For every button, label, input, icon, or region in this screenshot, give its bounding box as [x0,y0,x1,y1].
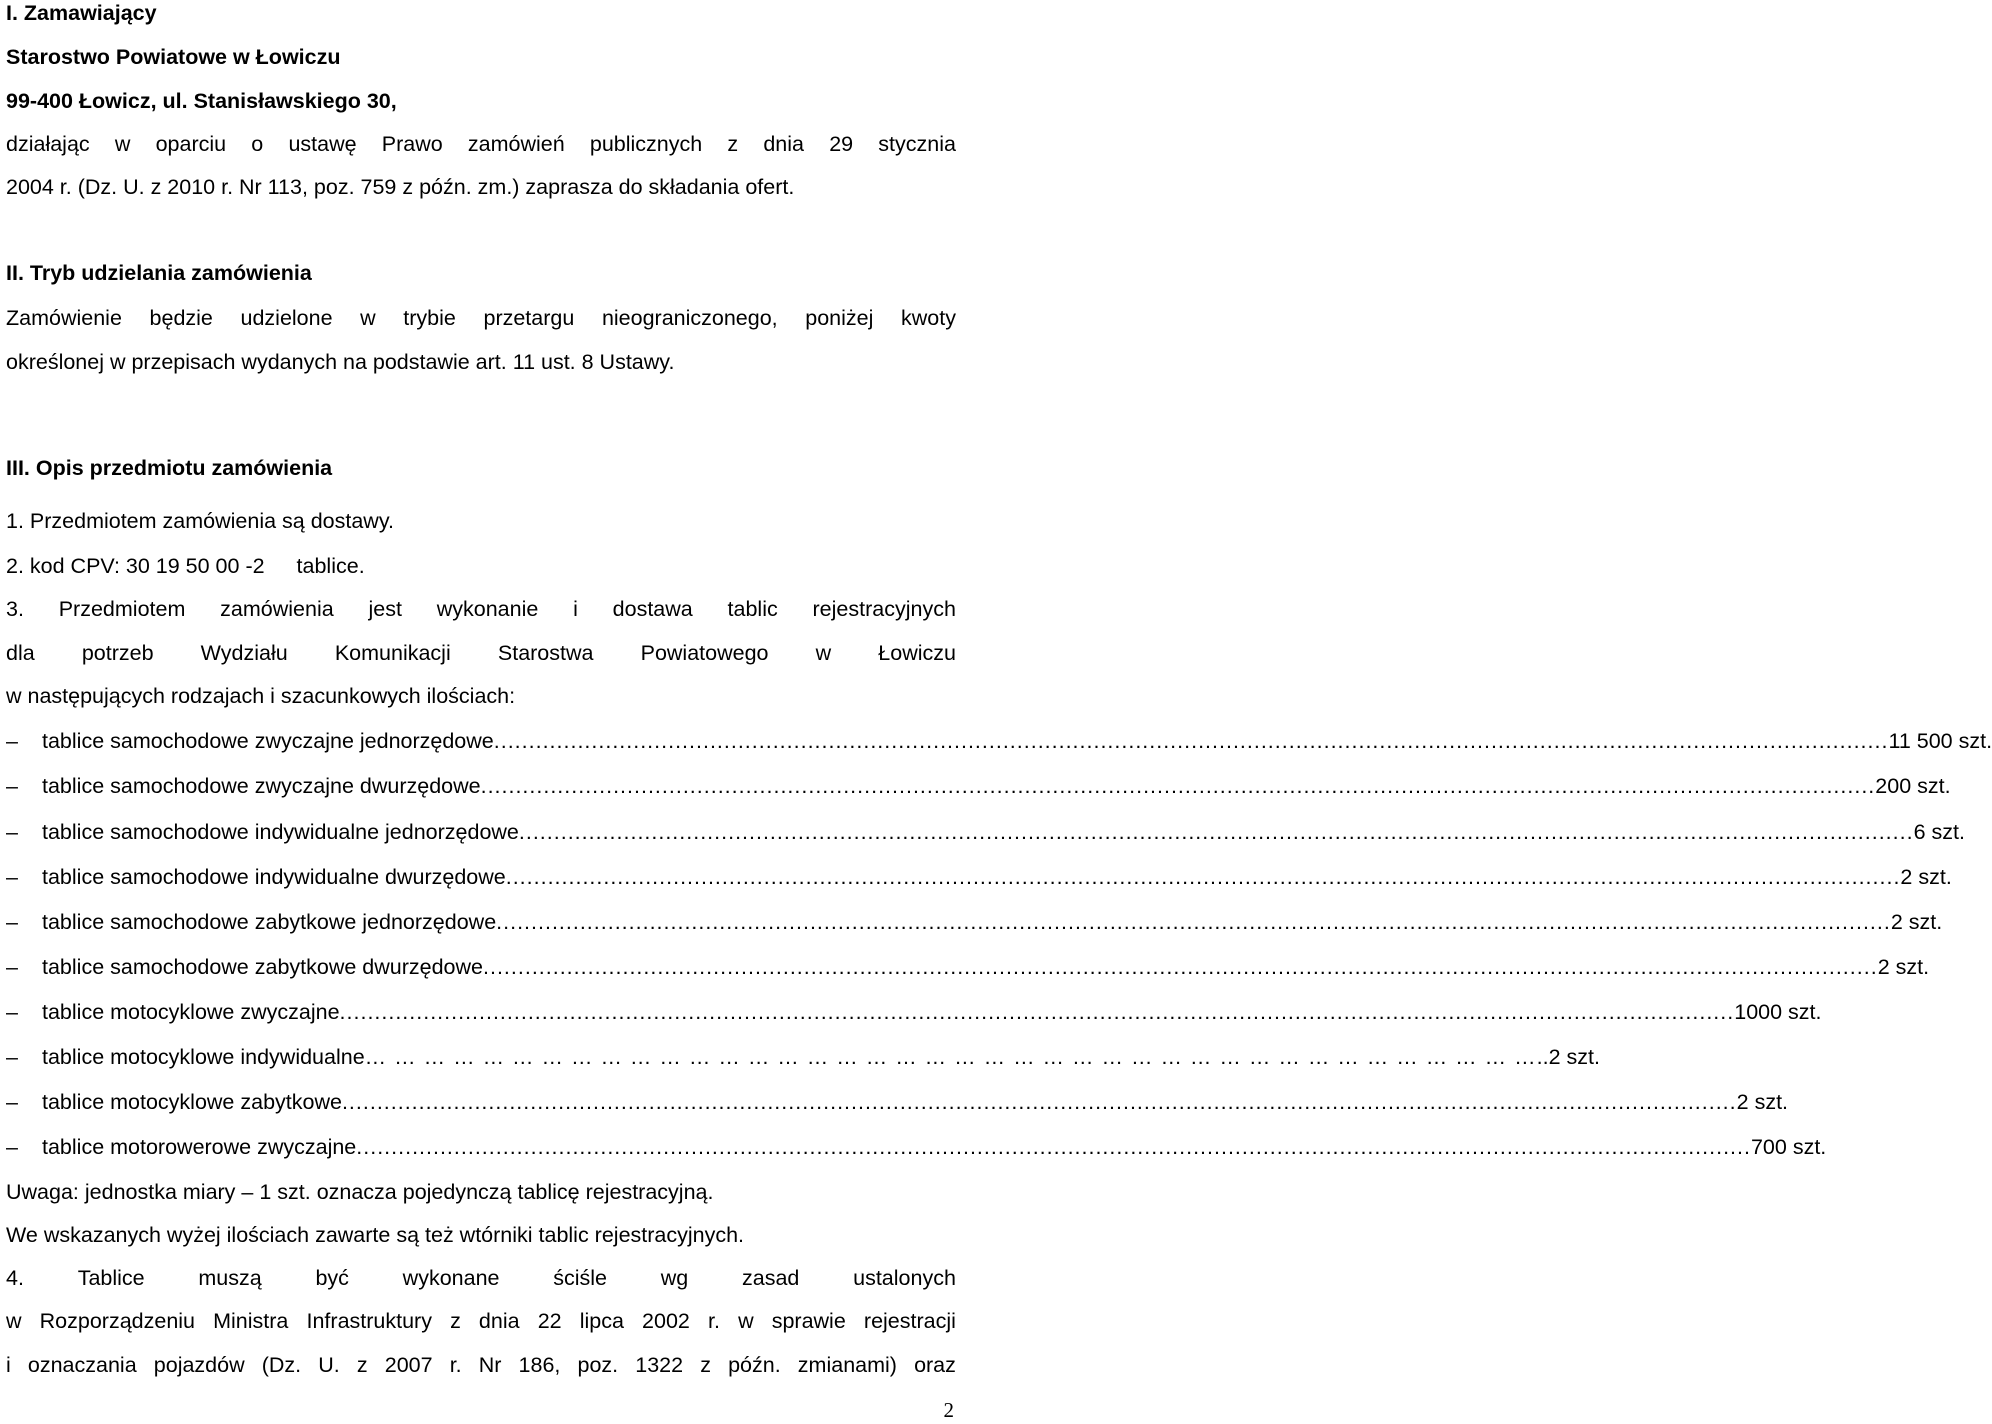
dot-leader: ........................................................................................................................................................................................................ [480,774,1876,798]
list-item-label: tablice samochodowe indywidualne jednorzędowe [42,820,519,844]
dot-leader: ........................................................................................................................................................................................................ [493,729,1889,753]
orderer-address: 99-400 Łowicz, ul. Stanisławskiego 30, [6,89,397,113]
section-1-para-line [6,134,956,156]
word: w [360,306,376,330]
word: późn. [728,1353,781,1377]
word: (Dz. [261,1353,302,1377]
word: Infrastruktury [306,1309,432,1333]
list-item-quantity: 2 szt. [1736,1090,1789,1114]
list-item-quantity: 11 500 szt. [1888,729,1992,753]
word: w [114,132,131,156]
list-item-quantity: ..2 szt. [1536,1045,1600,1069]
word: 2007 [384,1353,433,1377]
word: Ministra [213,1309,289,1333]
word: Prawo [381,132,443,156]
word: w [6,1309,22,1333]
dash-bullet-icon: – [6,1090,18,1114]
list-item-quantity: 2 szt. [1890,910,1943,934]
dot-leader: ........................................................................................................................................................................................................ [505,865,1901,889]
section-2-para-last: określonej w przepisach wydanych na podstawie art. 11 ust. 8 Ustawy. [6,350,675,374]
list-item-label: tablice motocyklowe zabytkowe [42,1090,342,1114]
word: z [727,132,739,156]
word: dnia [478,1309,520,1333]
word: 2002 [642,1309,690,1333]
word: i [573,597,578,621]
word: Nr [478,1353,502,1377]
word: dostawa [612,597,693,621]
dash-bullet-icon: – [6,1135,18,1159]
list-item [6,1090,1789,1114]
word: sprawie [771,1309,846,1333]
word: stycznia [878,132,956,156]
word: 1322 [635,1353,684,1377]
word: wykonane [402,1266,500,1290]
dash-bullet-icon: – [6,1045,18,1069]
word: kwoty [901,306,956,330]
item-3-line-3: w następujących rodzajach i szacunkowych ilościach: [6,684,516,708]
list-item [6,729,1992,753]
list-item-label: tablice motocyklowe zwyczajne [42,1000,340,1024]
list-item [6,1045,1600,1069]
list-item-label: tablice motorowerowe zwyczajne [42,1135,357,1159]
section-3-heading: III. Opis przedmiotu zamówienia [6,456,333,480]
list-item-label: tablice motocyklowe indywidualne [42,1045,365,1069]
list-item [6,865,1952,889]
word: być [315,1266,349,1290]
word: będzie [149,306,213,330]
word: U. [318,1353,340,1377]
list-item [6,820,1965,844]
word: Rozporządzeniu [39,1309,196,1333]
word: rejestracyjnych [812,597,956,621]
word: ustalonych [853,1266,956,1290]
word: dla [6,641,35,665]
item-3-line-1 [6,599,956,621]
word: o [251,132,264,156]
word: wg [660,1266,689,1290]
list-item-quantity: 700 szt. [1750,1135,1827,1159]
word: Zamówienie [6,306,122,330]
note-duplicates: We wskazanych wyżej ilościach zawarte są też wtórniki tablic rejestracyjnych. [6,1223,745,1247]
list-item-quantity: 2 szt. [1877,955,1930,979]
word: Wydziału [200,641,288,665]
word: w [738,1309,754,1333]
word: z [700,1353,711,1377]
word: nieograniczonego, [601,306,778,330]
word: oparciu [155,132,227,156]
word: z [450,1309,461,1333]
list-item [6,910,1943,934]
word: muszą [198,1266,262,1290]
word: działając [6,132,90,156]
word: Przedmiotem [58,597,186,621]
section-1-heading: I. Zamawiający [6,1,157,25]
word: Łowiczu [878,641,956,665]
dash-bullet-icon: – [6,774,18,798]
list-item [6,774,1951,798]
dot-leader: ........................................................................................................................................................................................................ [341,1090,1737,1114]
word: ściśle [553,1266,608,1290]
dot-leader: ........................................................................................................................................................................................................ [518,820,1914,844]
item-3-line-2 [6,643,956,665]
word: poz. [577,1353,619,1377]
section-1-para-last: 2004 r. (Dz. U. z 2010 r. Nr 113, poz. 759 z późn. zm.) zaprasza do składania ofert. [6,175,795,199]
word: przetargu [483,306,575,330]
page-number: 2 [943,1398,954,1422]
list-item-quantity: 6 szt. [1913,820,1965,844]
dot-leader: … … … … … … … … … … … … … … … … … … … … … … … … … … … … … … … … … … … … … … … … [364,1045,1537,1069]
word: zasad [742,1266,800,1290]
note-unit: Uwaga: jednostka miary – 1 szt. oznacza pojedynczą tablicę rejestracyjną. [6,1180,714,1204]
item-1: 1. Przedmiotem zamówienia są dostawy. [6,509,394,533]
section-2-heading: II. Tryb udzielania zamówienia [6,261,312,285]
dash-bullet-icon: – [6,910,18,934]
word: 3. [6,597,24,621]
dash-bullet-icon: – [6,865,18,889]
word: Powiatowego [640,641,769,665]
list-item [6,1135,1827,1159]
word: Starostwa [497,641,594,665]
word: r. [708,1309,720,1333]
word: z [356,1353,368,1377]
word: zamówienia [220,597,334,621]
list-item-quantity: 2 szt. [1900,865,1952,889]
word: trybie [403,306,456,330]
word: zmianami) [797,1353,897,1377]
word: 4. [6,1266,24,1290]
dot-leader: ........................................................................................................................................................................................................ [496,910,1891,934]
list-item-label: tablice samochodowe indywidualne dwurzędowe [42,865,506,889]
word: i [6,1353,11,1377]
list-item-quantity: 1000 szt. [1734,1000,1822,1024]
word: jest [368,597,402,621]
dot-leader: ........................................................................................................................................................................................................ [356,1135,1751,1159]
word: pojazdów [153,1353,245,1377]
word: tablic [727,597,778,621]
word: udzielone [240,306,333,330]
item-4-line-3 [6,1355,956,1377]
word: 29 [829,132,854,156]
list-item-label: tablice samochodowe zabytkowe dwurzędowe [42,955,483,979]
dot-leader: ........................................................................................................................................................................................................ [483,955,1878,979]
dash-bullet-icon: – [6,955,18,979]
word: 186, [518,1353,561,1377]
word: potrzeb [81,641,154,665]
list-item-label: tablice samochodowe zwyczajne jednorzędowe [42,729,494,753]
word: w [815,641,832,665]
word: Komunikacji [334,641,451,665]
dot-leader: ........................................................................................................................................................................................................ [339,1000,1735,1024]
word: poniżej [805,306,874,330]
list-item [6,955,1930,979]
item-4-line-1 [6,1268,956,1290]
list-item-quantity: 200 szt. [1875,774,1951,798]
item-4-line-2 [6,1311,956,1333]
word: ustawę [288,132,357,156]
word: dnia [763,132,804,156]
word: wykonanie [436,597,539,621]
word: oznaczania [27,1353,137,1377]
word: rejestracji [863,1309,956,1333]
cpv-description: tablice. [296,554,365,578]
list-item-label: tablice samochodowe zwyczajne dwurzędowe [42,774,481,798]
dash-bullet-icon: – [6,729,18,753]
word: publicznych [589,132,703,156]
word: lipca [579,1309,624,1333]
word: Tablice [77,1266,145,1290]
word: r. [449,1353,462,1377]
item-2 [6,556,365,578]
list-item-label: tablice samochodowe zabytkowe jednorzędowe [42,910,497,934]
cpv-code: 2. kod CPV: 30 19 50 00 -2 [6,554,265,578]
dash-bullet-icon: – [6,820,18,844]
word: oraz [914,1353,956,1377]
dash-bullet-icon: – [6,1000,18,1024]
word: zamówień [467,132,565,156]
section-2-para-line [6,308,956,330]
list-item [6,1000,1822,1024]
word: 22 [537,1309,562,1333]
orderer-name: Starostwo Powiatowe w Łowiczu [6,45,341,69]
